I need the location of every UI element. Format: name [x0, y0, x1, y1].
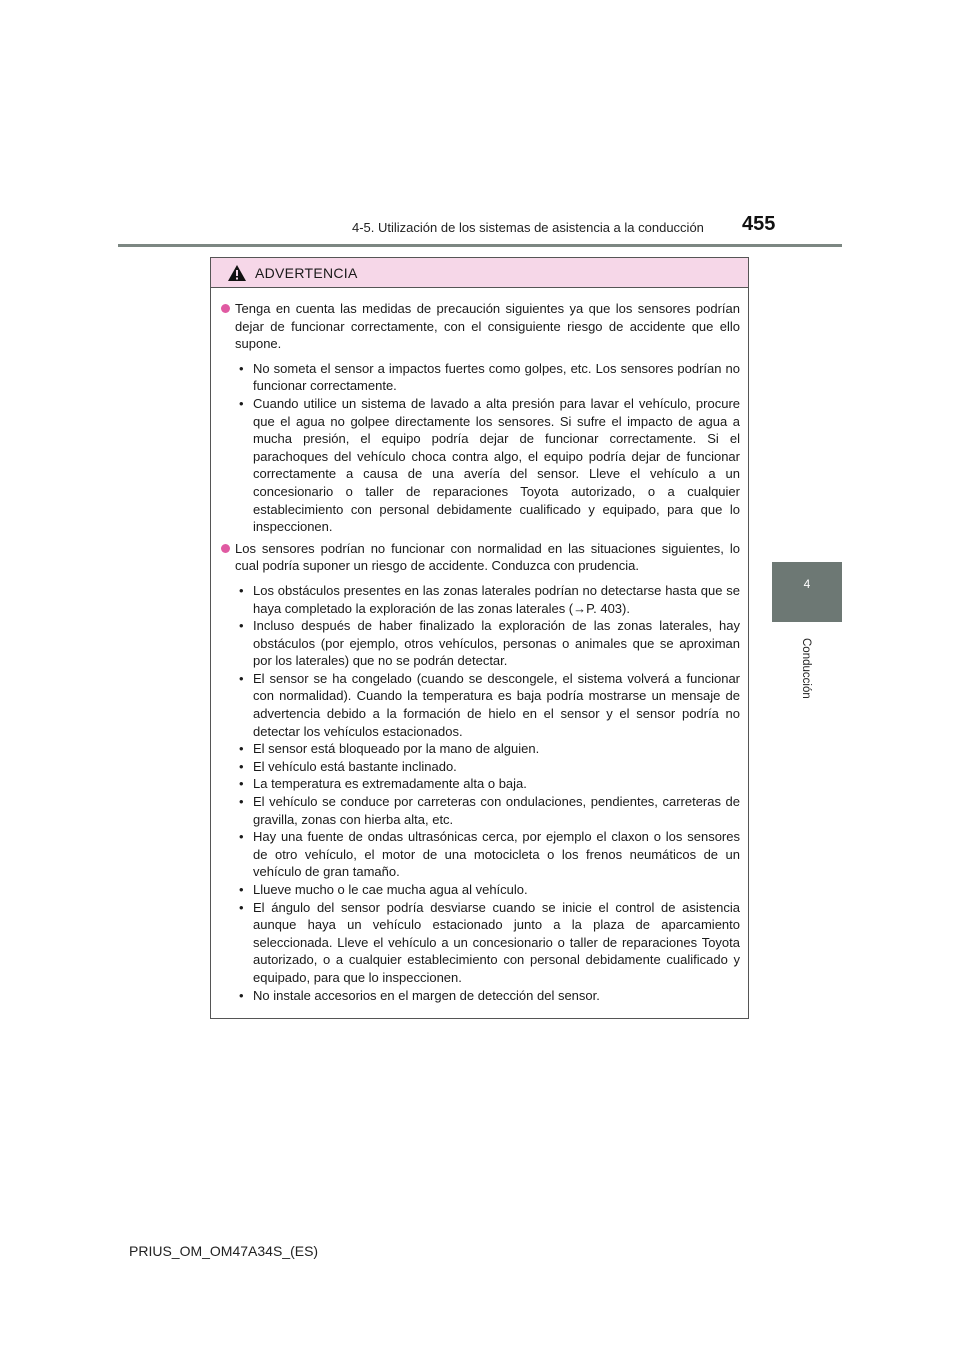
list-item: • Llueve mucho o le cae mucha agua al vehículo.: [253, 881, 740, 899]
warning-box: [210, 257, 749, 1019]
warning-body: [211, 288, 748, 1004]
page-number: 455: [742, 213, 776, 235]
header-divider: [118, 244, 842, 247]
list-item: • El vehículo se conduce por carreteras con ondulaciones, pendientes, carreteras de gravilla, zonas con hierba alta, etc.: [253, 793, 740, 828]
list-item: • El sensor se ha congelado (cuando se descongele, el sistema volverá a funcionar con normalidad). Cuando la temperatura es baja podría mostrarse un mensaje de advertencia debido a la formación de hielo en el sensor y el sensor podría no detectar los vehículos estacionados.: [253, 670, 740, 740]
warning-title: ADVERTENCIA: [255, 264, 358, 281]
point-text: Tenga en cuenta las medidas de precaución siguientes ya que los sensores podrían dejar de funcionar correctamente, con el consiguiente riesgo de accidente que ello supone.: [235, 301, 740, 352]
list-item: • No instale accesorios en el margen de detección del sensor.: [253, 987, 740, 1005]
point-text: Los sensores podrían no funcionar con normalidad en las situaciones siguientes, lo cual podría suponer un riesgo de accidente. Conduzca con prudencia.: [235, 540, 740, 574]
list-item: • Incluso después de haber finalizado la exploración de las zonas laterales, hay obstáculos (por ejemplo, otros vehículos, personas o animales que se aproximan por los laterales) que no se podrán detectar.: [253, 617, 740, 670]
list-item: • No someta el sensor a impactos fuertes como golpes, etc. Los sensores podrían no funcionar correctamente.: [253, 360, 740, 395]
chapter-number: 4: [803, 577, 811, 591]
bullet-dot-icon: [221, 544, 230, 553]
warning-point: [221, 540, 740, 575]
document-code: PRIUS_OM_OM47A34S_(ES): [129, 1243, 319, 1259]
chapter-tab[interactable]: [772, 562, 842, 622]
bullet-dot-icon: [221, 304, 230, 313]
section-title: 4-5. Utilización de los sistemas de asistencia a la conducción: [352, 220, 704, 235]
warning-triangle-icon: [227, 264, 247, 282]
list-item: • Hay una fuente de ondas ultrasónicas cerca, por ejemplo el claxon o los sensores de otro vehículo, el motor de una motocicleta o los frenos neumáticos de un vehículo de gran tamaño.: [253, 828, 740, 881]
point-sublist: [221, 582, 740, 1004]
point-sublist: [221, 360, 740, 536]
chapter-label: Conducción: [800, 638, 812, 699]
list-item: • El ángulo del sensor podría desviarse cuando se inicie el control de asistencia aunque haya un vehículo estacionado junto a la plaza de aparcamiento seleccionada. Lleve el vehículo a un concesionario o taller de reparaciones Toyota autorizado, o a cualquier establecimiento con personal debidamente cualificado y equipado, para que lo inspeccionen.: [253, 899, 740, 987]
warning-header: [211, 258, 748, 288]
list-item: • El vehículo está bastante inclinado.: [253, 758, 740, 776]
list-item: • Los obstáculos presentes en las zonas laterales podrían no detectarse hasta que se haya completado la exploración de las zonas laterales (→P. 403).: [253, 582, 740, 617]
list-item: • Cuando utilice un sistema de lavado a alta presión para lavar el vehículo, procure que el agua no golpee directamente los sensores. Si sufre el impacto de agua a mucha presión, el equipo podría dejar de funcionar correctamente. Si el parachoques del vehículo choca contra algo, el equipo podría dejar de funcionar correctamente a causa de una avería del sensor. Lleve el vehículo a un concesionario o taller de reparaciones Toyota autorizado, o a cualquier establecimiento con personal debidamente cualificado y equipado, para que lo inspeccionen.: [253, 395, 740, 536]
list-item: • El sensor está bloqueado por la mano de alguien.: [253, 740, 740, 758]
list-item: • La temperatura es extremadamente alta o baja.: [253, 775, 740, 793]
warning-point: [221, 300, 740, 353]
